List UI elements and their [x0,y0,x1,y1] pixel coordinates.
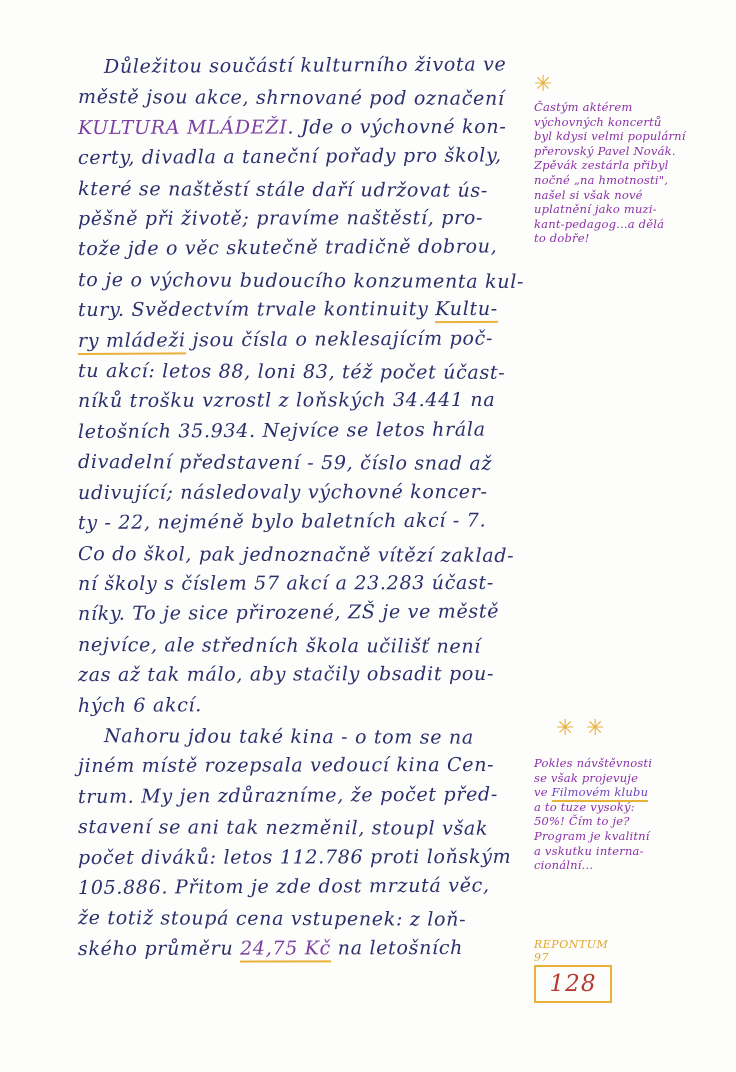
title-phrase: KULTURA MLÁDEŽI [77,116,288,139]
body-text: ského průměru [77,937,241,960]
body-line: Co do škol, pak jednoznačně vítězí zaklad- [77,542,515,567]
body-line: trum. My jen zdůrazníme, že počet před- [77,783,499,808]
body-line: ní školy s číslem 57 akcí a 23.283 účast- [77,571,494,595]
note-line: Zpěvák zestárla přibyl [534,158,669,173]
note-line: Pokles návštěvnosti [534,756,653,770]
note-line: 50%! Čím to je? [534,814,630,829]
note-line: cionální... [534,858,594,873]
body-text: jsou čísla o neklesajícím poč- [185,327,494,351]
margin-note-popular-singer [534,100,694,246]
note-line: přerovský Pavel Novák. [534,143,676,158]
star-icon: ✳ [556,716,575,741]
underlined-price: 24,75 Kč [240,937,331,962]
page-footer [534,938,620,1003]
body-line: nejvíce, ale středních škola učilišť není [77,633,482,658]
underlined-phrase-part2: ry mládeži [78,329,186,355]
body-line: níků trošku vzrostl z loňských 34.441 na [77,389,496,413]
body-line [78,323,518,356]
body-line: pěšně při životě; pravíme naštěstí, pro- [77,206,484,231]
body-line: udivující; následovaly výchovné koncer- [77,480,488,504]
body-line: Nahoru jdou také kina - o tom se na [103,725,474,749]
body-line: stavení se ani tak nezměnil, stoupl však [77,816,489,840]
note-emphasis: Filmovém klubu [552,785,649,802]
note-line: uplatnění jako muzi- [534,202,657,217]
star-icon: ✳ [586,716,605,741]
handwritten-body [77,52,525,964]
body-line: divadelní představení - 59, číslo snad až [77,451,493,476]
note-line: Častým aktérem [534,100,633,114]
underlined-phrase-part1: Kultu- [435,298,498,323]
body-line: počet diváků: letos 112.786 proti loňským [77,845,512,869]
body-line: tože jde o věc skutečně tradičně dobrou, [77,235,498,261]
note-line: byl kdysi velmi populární [534,129,686,144]
body-line [78,294,518,326]
body-line: letošních 35.934. Nejvíce se letos hrála [77,418,486,443]
body-line: 105.886. Přitom je zde dost mrzutá věc, [77,874,490,899]
body-line: níky. To je sice přirozené, ZŠ je ve městě [77,600,500,626]
note-line-emphasis [534,785,694,800]
note-line: kant-pedagog...a dělá [534,216,665,231]
note-line: a vskutku interna- [534,843,644,858]
body-line-title [78,112,518,144]
note-line: nočné „na hmotnosti", [534,172,669,187]
body-line: že totiž stoupá cena vstupenek: z loň- [77,907,467,932]
body-line: tu akcí: letos 88, loni 83, též počet účast- [77,360,506,384]
note-line: výchovných koncertů [534,114,662,129]
note-line: to dobře! [534,231,590,246]
page-number-box [534,965,612,1003]
body-text: tury. Svědectvím trvale kontinuity [77,298,436,322]
note-line: Program je kvalitní [534,828,650,843]
body-line: hých 6 akcí. [77,693,203,717]
page-number: 128 [549,971,597,997]
note-line: našel si však nové [534,187,643,202]
note-line: a to tuze vysoký: [534,799,635,814]
body-line: městě jsou akce, shrnované pod označení [77,86,505,111]
note-text: ve [534,785,552,800]
body-line: to je o výchovu budoucího konzumenta kul- [77,268,525,293]
body-line [78,933,518,965]
body-text: na letošních [330,936,464,960]
margin-note-film-club [534,756,694,873]
body-line: které se naštěstí stále daří udržovat ús- [77,177,489,202]
body-line: ty - 22, nejméně bylo baletních akcí - 7. [77,509,487,535]
note-line: se však projevuje [534,770,639,785]
star-icon: ✳ [534,72,553,97]
body-line: jiném místě rozepsala vedoucí kina Cen- [77,754,495,778]
body-line: zas až tak málo, aby stačily obsadit pou- [77,663,495,687]
body-line-rest: . Jde o výchovné kon- [287,115,507,139]
body-line: Důležitou součástí kulturního života ve [103,53,507,78]
body-line: certy, divadla a taneční pořady pro školy, [77,144,502,170]
footer-label: REPONTUM 97 [534,938,609,964]
